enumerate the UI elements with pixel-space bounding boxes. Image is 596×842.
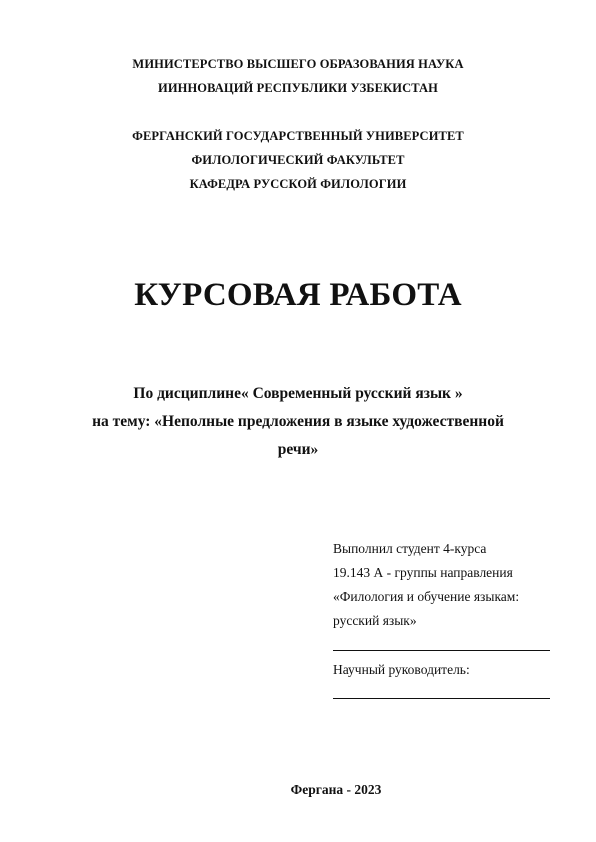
author-signature-line bbox=[333, 650, 550, 651]
university-name: ФЕРГАНСКИЙ ГОСУДАРСТВЕННЫЙ УНИВЕРСИТЕТ bbox=[132, 129, 464, 143]
supervisor-label: Научный руководитель: bbox=[333, 662, 470, 677]
theme-line-2: речи» bbox=[277, 441, 319, 458]
author-line-1: Выполнил студент 4-курса bbox=[333, 541, 487, 556]
author-line-3: «Филология и обучение языкам: bbox=[333, 589, 520, 604]
discipline-line: По дисциплине« Современный русский язык » bbox=[133, 385, 463, 402]
author-line-4: русский язык» bbox=[333, 613, 417, 628]
supervisor-signature-line bbox=[333, 698, 550, 699]
document-title: КУРСОВАЯ РАБОТА bbox=[134, 277, 462, 313]
ministry-line-1: МИНИСТЕРСТВО ВЫСШЕГО ОБРАЗОВАНИЯ НАУКА bbox=[132, 57, 464, 71]
department-name: КАФЕДРА РУССКОЙ ФИЛОЛОГИИ bbox=[189, 177, 407, 191]
author-line-2: 19.143 А - группы направления bbox=[333, 565, 513, 580]
faculty-name: ФИЛОЛОГИЧЕСКИЙ ФАКУЛЬТЕТ bbox=[191, 153, 405, 167]
ministry-line-2: ИИННОВАЦИЙ РЕСПУБЛИКИ УЗБЕКИСТАН bbox=[158, 81, 438, 95]
theme-line-1: на тему: «Неполные предложения в языке художественной bbox=[92, 413, 504, 430]
city-year: Фергана - 2023 bbox=[290, 782, 382, 797]
